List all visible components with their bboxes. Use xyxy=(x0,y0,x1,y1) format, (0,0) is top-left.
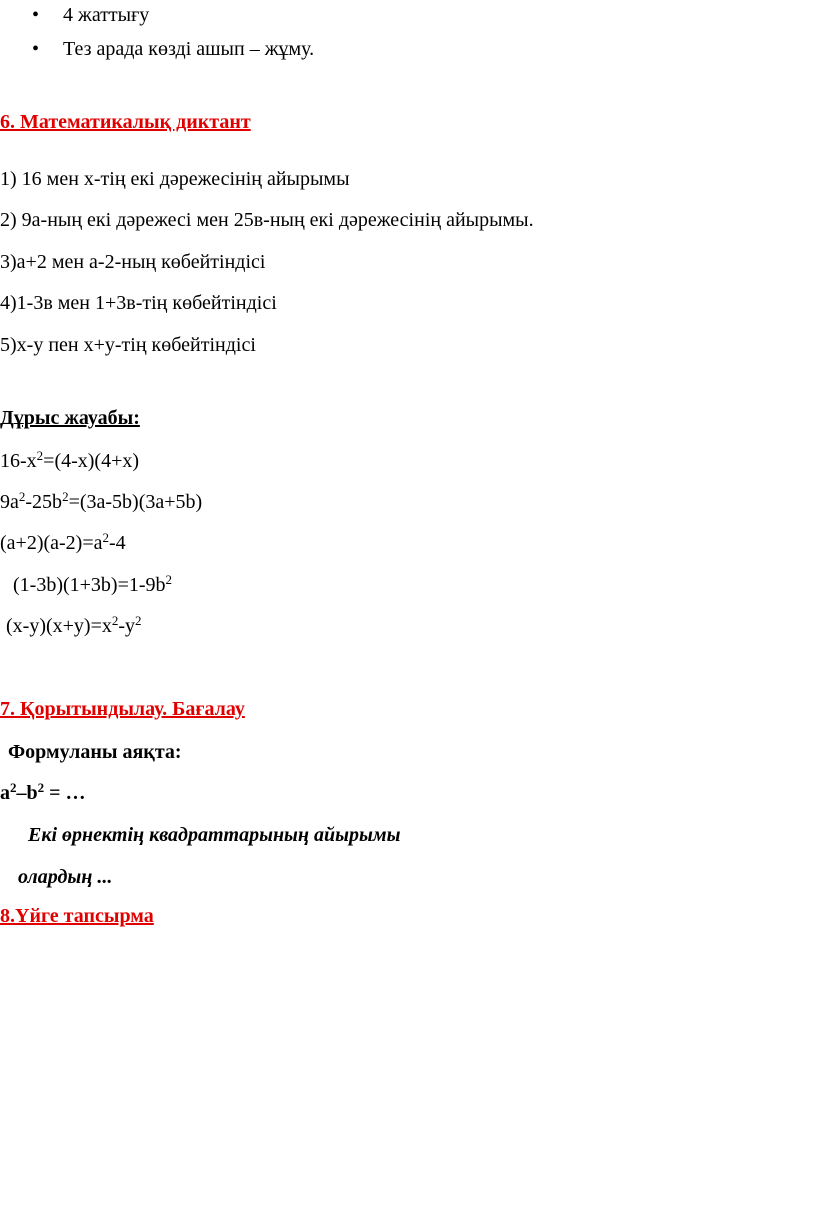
answer-text: (x-y)(x+y)=x xyxy=(6,615,112,637)
answer-text: =(4-x)(4+x) xyxy=(43,450,140,472)
section7-subheading: Формуланы аяқта: xyxy=(8,741,182,763)
formula-text: a xyxy=(0,782,10,804)
dictation-item-4: 4)1-3в мен 1+3в-тің көбейтіндісі xyxy=(0,292,277,314)
formula-hint-line-2: олардың ... xyxy=(18,866,113,888)
formula-text: –b xyxy=(16,782,38,804)
exponent: 2 xyxy=(165,572,173,587)
formula-hint-line-1: Екі өрнектің квадраттарының айырымы xyxy=(28,824,401,846)
formula-text: = … xyxy=(44,782,86,804)
exponent: 2 xyxy=(111,613,119,628)
formula-line xyxy=(0,781,86,805)
exponent: 2 xyxy=(10,780,17,795)
answer-text: 9a xyxy=(0,491,19,513)
bullet-item-eyes xyxy=(32,37,314,61)
exponent: 2 xyxy=(18,489,26,504)
exponent: 2 xyxy=(37,780,45,795)
answer-text: =(3a-5b)(3a+5b) xyxy=(68,491,203,513)
bullet-marker: • xyxy=(32,4,40,26)
answer-text: -4 xyxy=(109,532,126,554)
section6-heading: 6. Математикалық диктант xyxy=(0,111,251,133)
answer-text: 16-x xyxy=(0,450,37,472)
answer-text: (1-3b)(1+3b)=1-9b xyxy=(13,574,166,596)
answer-line-4 xyxy=(13,573,172,597)
bullet-text: Тез арада көзді ашып – жұму. xyxy=(63,38,315,60)
bullet-item-exercise xyxy=(32,3,149,27)
exponent: 2 xyxy=(102,530,109,545)
answer-line-3 xyxy=(0,531,126,555)
answer-line-5 xyxy=(6,614,142,638)
exponent: 2 xyxy=(36,448,44,463)
answer-text: -25b xyxy=(25,491,63,513)
answers-heading: Дұрыс жауабы: xyxy=(0,407,140,429)
answer-line-2 xyxy=(0,490,202,514)
answer-text: -y xyxy=(118,615,136,637)
dictation-item-2: 2) 9а-ның екі дәрежесі мен 25в-ның екі дәрежесінің айырымы. xyxy=(0,209,534,231)
bullet-marker: • xyxy=(32,38,40,60)
dictation-item-5: 5)х-у пен х+у-тің көбейтіндісі xyxy=(0,334,256,356)
exponent: 2 xyxy=(135,613,142,628)
answer-text: (a+2)(a-2)=a xyxy=(0,532,103,554)
section8-heading: 8.Үйге тапсырма xyxy=(0,905,154,927)
dictation-item-3: 3)а+2 мен а-2-ның көбейтіндісі xyxy=(0,251,266,273)
dictation-item-1: 1) 16 мен х-тің екі дәрежесінің айырымы xyxy=(0,168,350,190)
exponent: 2 xyxy=(62,489,69,504)
section7-heading: 7. Қорытындылау. Бағалау xyxy=(0,698,245,720)
answer-line-1 xyxy=(0,449,139,473)
bullet-text: 4 жаттығу xyxy=(63,4,150,26)
